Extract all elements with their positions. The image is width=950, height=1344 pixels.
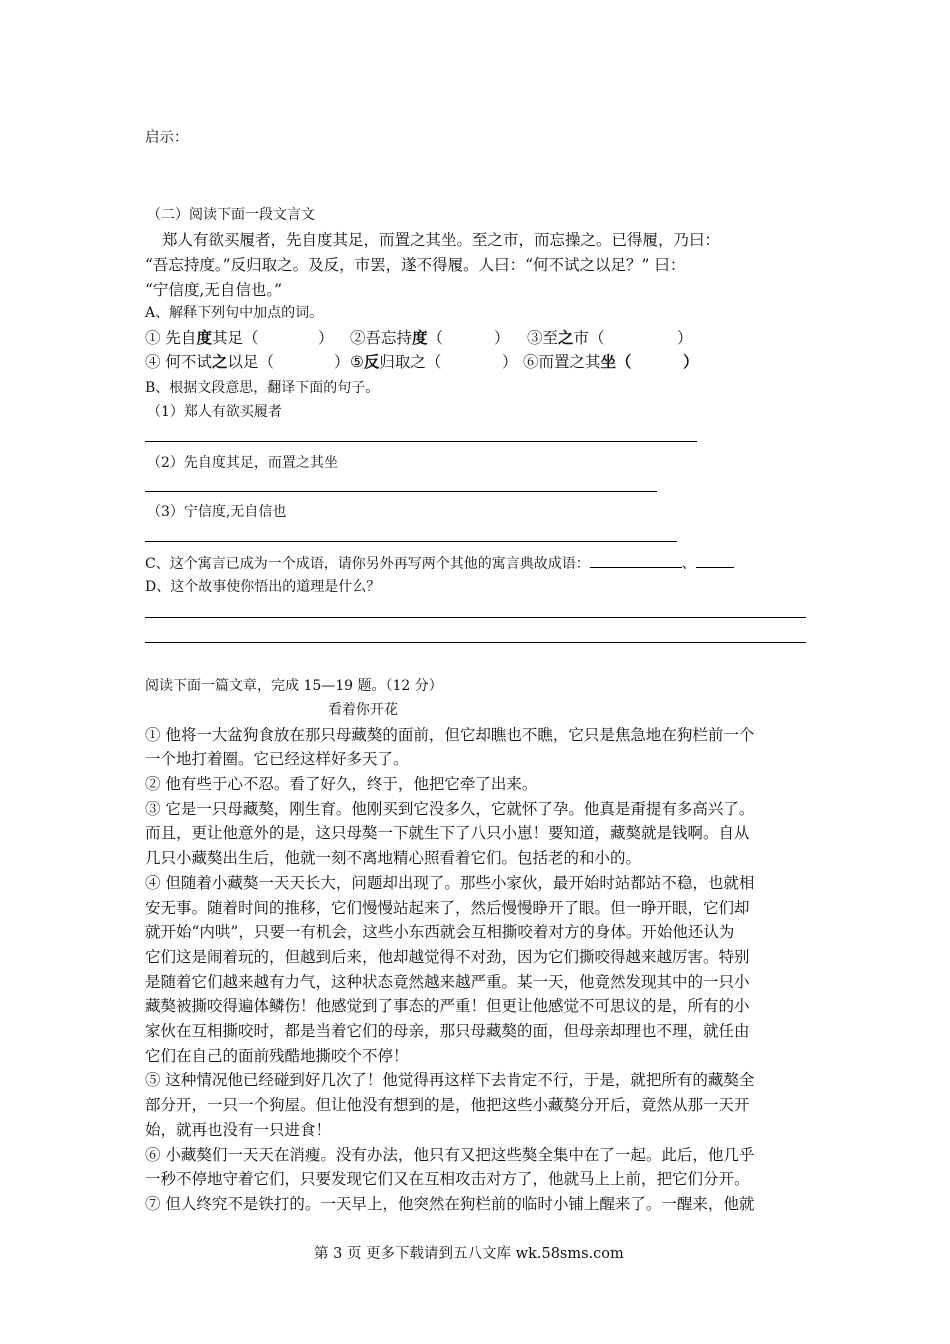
passage-line: “宁信度,无自信也。” bbox=[145, 281, 283, 299]
vocab-item-2: ②吾忘持度（ bbox=[350, 328, 444, 347]
answer-line[interactable] bbox=[145, 642, 806, 643]
dotted-word: 之 bbox=[558, 328, 574, 347]
answer-line[interactable] bbox=[145, 617, 806, 618]
part-c-prompt: C、这个寓言已成为一个成语，请你另外再写两个其他的寓言典故成语： 、 bbox=[145, 553, 734, 574]
dotted-word: 坐 bbox=[600, 352, 617, 371]
answer-line[interactable] bbox=[145, 441, 697, 442]
article-line: ④ 但随着小藏獒一天天长大，问题却出现了。那些小家伙，最开始时站都站不稳，也就相 bbox=[145, 874, 755, 892]
hint-label: 启示： bbox=[145, 130, 189, 146]
article-line: 部分开，一只一个狗屋。但让他没有想到的是，他把这些小藏獒分开后，竟然从那一天开 bbox=[145, 1096, 750, 1114]
answer-line[interactable] bbox=[145, 541, 677, 542]
translate-sentence-2: （2）先自度其足，而置之其坐 bbox=[147, 455, 338, 471]
article-line: 家伙在互相撕咬时，都是当着它们的母亲，那只母藏獒的面，但母亲却理也不理，就任由 bbox=[145, 1022, 750, 1040]
article-line: 安无事。随着时间的推移，它们慢慢站起来了，然后慢慢睁开了眼。但一睁开眼，它们却 bbox=[145, 899, 750, 917]
reading-intro: 阅读下面一篇文章，完成 15—19 题。（12 分） bbox=[145, 678, 443, 694]
part-b-prompt: B、根据文段意思，翻译下面的句子。 bbox=[145, 380, 380, 396]
passage-line: “吾忘持度。”反归取之。及反，市罢，遂不得履。人曰：“何不试之以足？” 曰： bbox=[145, 256, 686, 274]
vocab-item-4-close: ） bbox=[334, 353, 350, 371]
article-line: 而且，更让他意外的是，这只母獒一下就生下了八只小崽！要知道，藏獒就是钱啊。自从 bbox=[145, 824, 750, 842]
article-line: 它们这是闹着玩的，但越到后来，他却越觉得不对劲，因为它们撕咬得越来越厉害。特别 bbox=[145, 948, 750, 966]
part-d-prompt: D、这个故事使你悟出的道理是什么？ bbox=[145, 579, 381, 595]
vocab-item-2-close: ） bbox=[494, 329, 510, 347]
translate-sentence-3: （3）宁信度,无自信也 bbox=[147, 504, 287, 520]
article-line: 是随着它们越来越有力气，这种状态竟然越来越严重。某一天，他竟然发现其中的一只小 bbox=[145, 973, 750, 991]
article-line: ⑦ 但人终究不是铁打的。一天早上，他突然在狗栏前的临时小铺上醒来了。一醒来，他就 bbox=[145, 1195, 755, 1213]
dotted-word: 度 bbox=[412, 328, 428, 347]
article-line: 始，就再也没有一只进食！ bbox=[145, 1121, 332, 1139]
vocab-item-3-close: ） bbox=[677, 329, 693, 347]
dotted-word: 之 bbox=[211, 352, 228, 371]
article-line: 藏獒被撕咬得遍体鳞伤！他感觉到了事态的严重！但更让他感觉不可思议的是，所有的小 bbox=[145, 997, 750, 1015]
article-line: 一秒不停地守着它们，只要发现它们又在互相攻击对方了，他就马上上前，把它们分开。 bbox=[145, 1170, 750, 1188]
translate-sentence-1: （1）郑人有欲买履者 bbox=[147, 404, 282, 420]
vocab-item-6-close: ） bbox=[683, 352, 699, 371]
article-line: ① 他将一大盆狗食放在那只母藏獒的面前，但它却瞧也不瞧，它只是焦急地在狗栏前一个 bbox=[145, 726, 755, 744]
answer-line[interactable] bbox=[145, 491, 657, 492]
vocab-item-4: ④ 何不试之以足（ bbox=[145, 352, 274, 371]
vocab-item-5: ⑤反归取之（ bbox=[350, 352, 442, 371]
article-title: 看着你开花 bbox=[328, 702, 398, 718]
idiom-blank-2[interactable] bbox=[696, 553, 734, 568]
vocab-item-3: ③至之市（ bbox=[527, 328, 605, 347]
section-heading: （二）阅读下面一段文言文 bbox=[147, 207, 315, 223]
article-line: ② 他有些于心不忍。看了好久，终于，他把它牵了出来。 bbox=[145, 775, 538, 793]
passage-line: 郑人有欲买履者，先自度其足，而置之其坐。至之市，而忘操之。已得履，乃曰： bbox=[162, 231, 721, 249]
page-footer: 第 3 页 更多下载请到五八文库 wk.58sms.com bbox=[314, 1246, 624, 1262]
article-line: 几只小藏獒出生后，他就一刻不离地精心照看着它们。包括老的和小的。 bbox=[145, 849, 642, 867]
article-line: ⑥ 小藏獒们一天天在消瘦。没有办法，他只有又把这些獒全集中在了一起。此后，他几乎 bbox=[145, 1146, 755, 1164]
dotted-word: 反 bbox=[363, 352, 380, 371]
part-a-prompt: A、解释下列句中加点的词。 bbox=[145, 305, 324, 321]
article-line: 一个地打着圈。它已经这样好多天了。 bbox=[145, 750, 409, 768]
article-line: ③ 它是一只母藏獒，刚生育。他刚买到它没多久，它就怀了孕。他真是甭提有多高兴了。 bbox=[145, 800, 755, 818]
vocab-item-5-close: ） bbox=[502, 353, 518, 371]
dotted-word: 度 bbox=[196, 328, 212, 347]
article-line: 就开始“内哄”，只要一有机会，这些小东西就会互相撕咬着对方的身体。开始他还认为 bbox=[145, 923, 735, 941]
idiom-blank-1[interactable] bbox=[590, 553, 682, 568]
vocab-item-1-close: ） bbox=[318, 329, 334, 347]
vocab-item-6: ⑥而置之其坐（ bbox=[523, 352, 632, 371]
article-line: ⑤ 这种情况他已经碰到好几次了！他觉得再这样下去肯定不行，于是，就把所有的藏獒全 bbox=[145, 1071, 755, 1089]
vocab-item-1: ① 先自度其足（ bbox=[145, 328, 259, 347]
article-line: 它们在自己的面前残酷地撕咬个不停！ bbox=[145, 1047, 409, 1065]
